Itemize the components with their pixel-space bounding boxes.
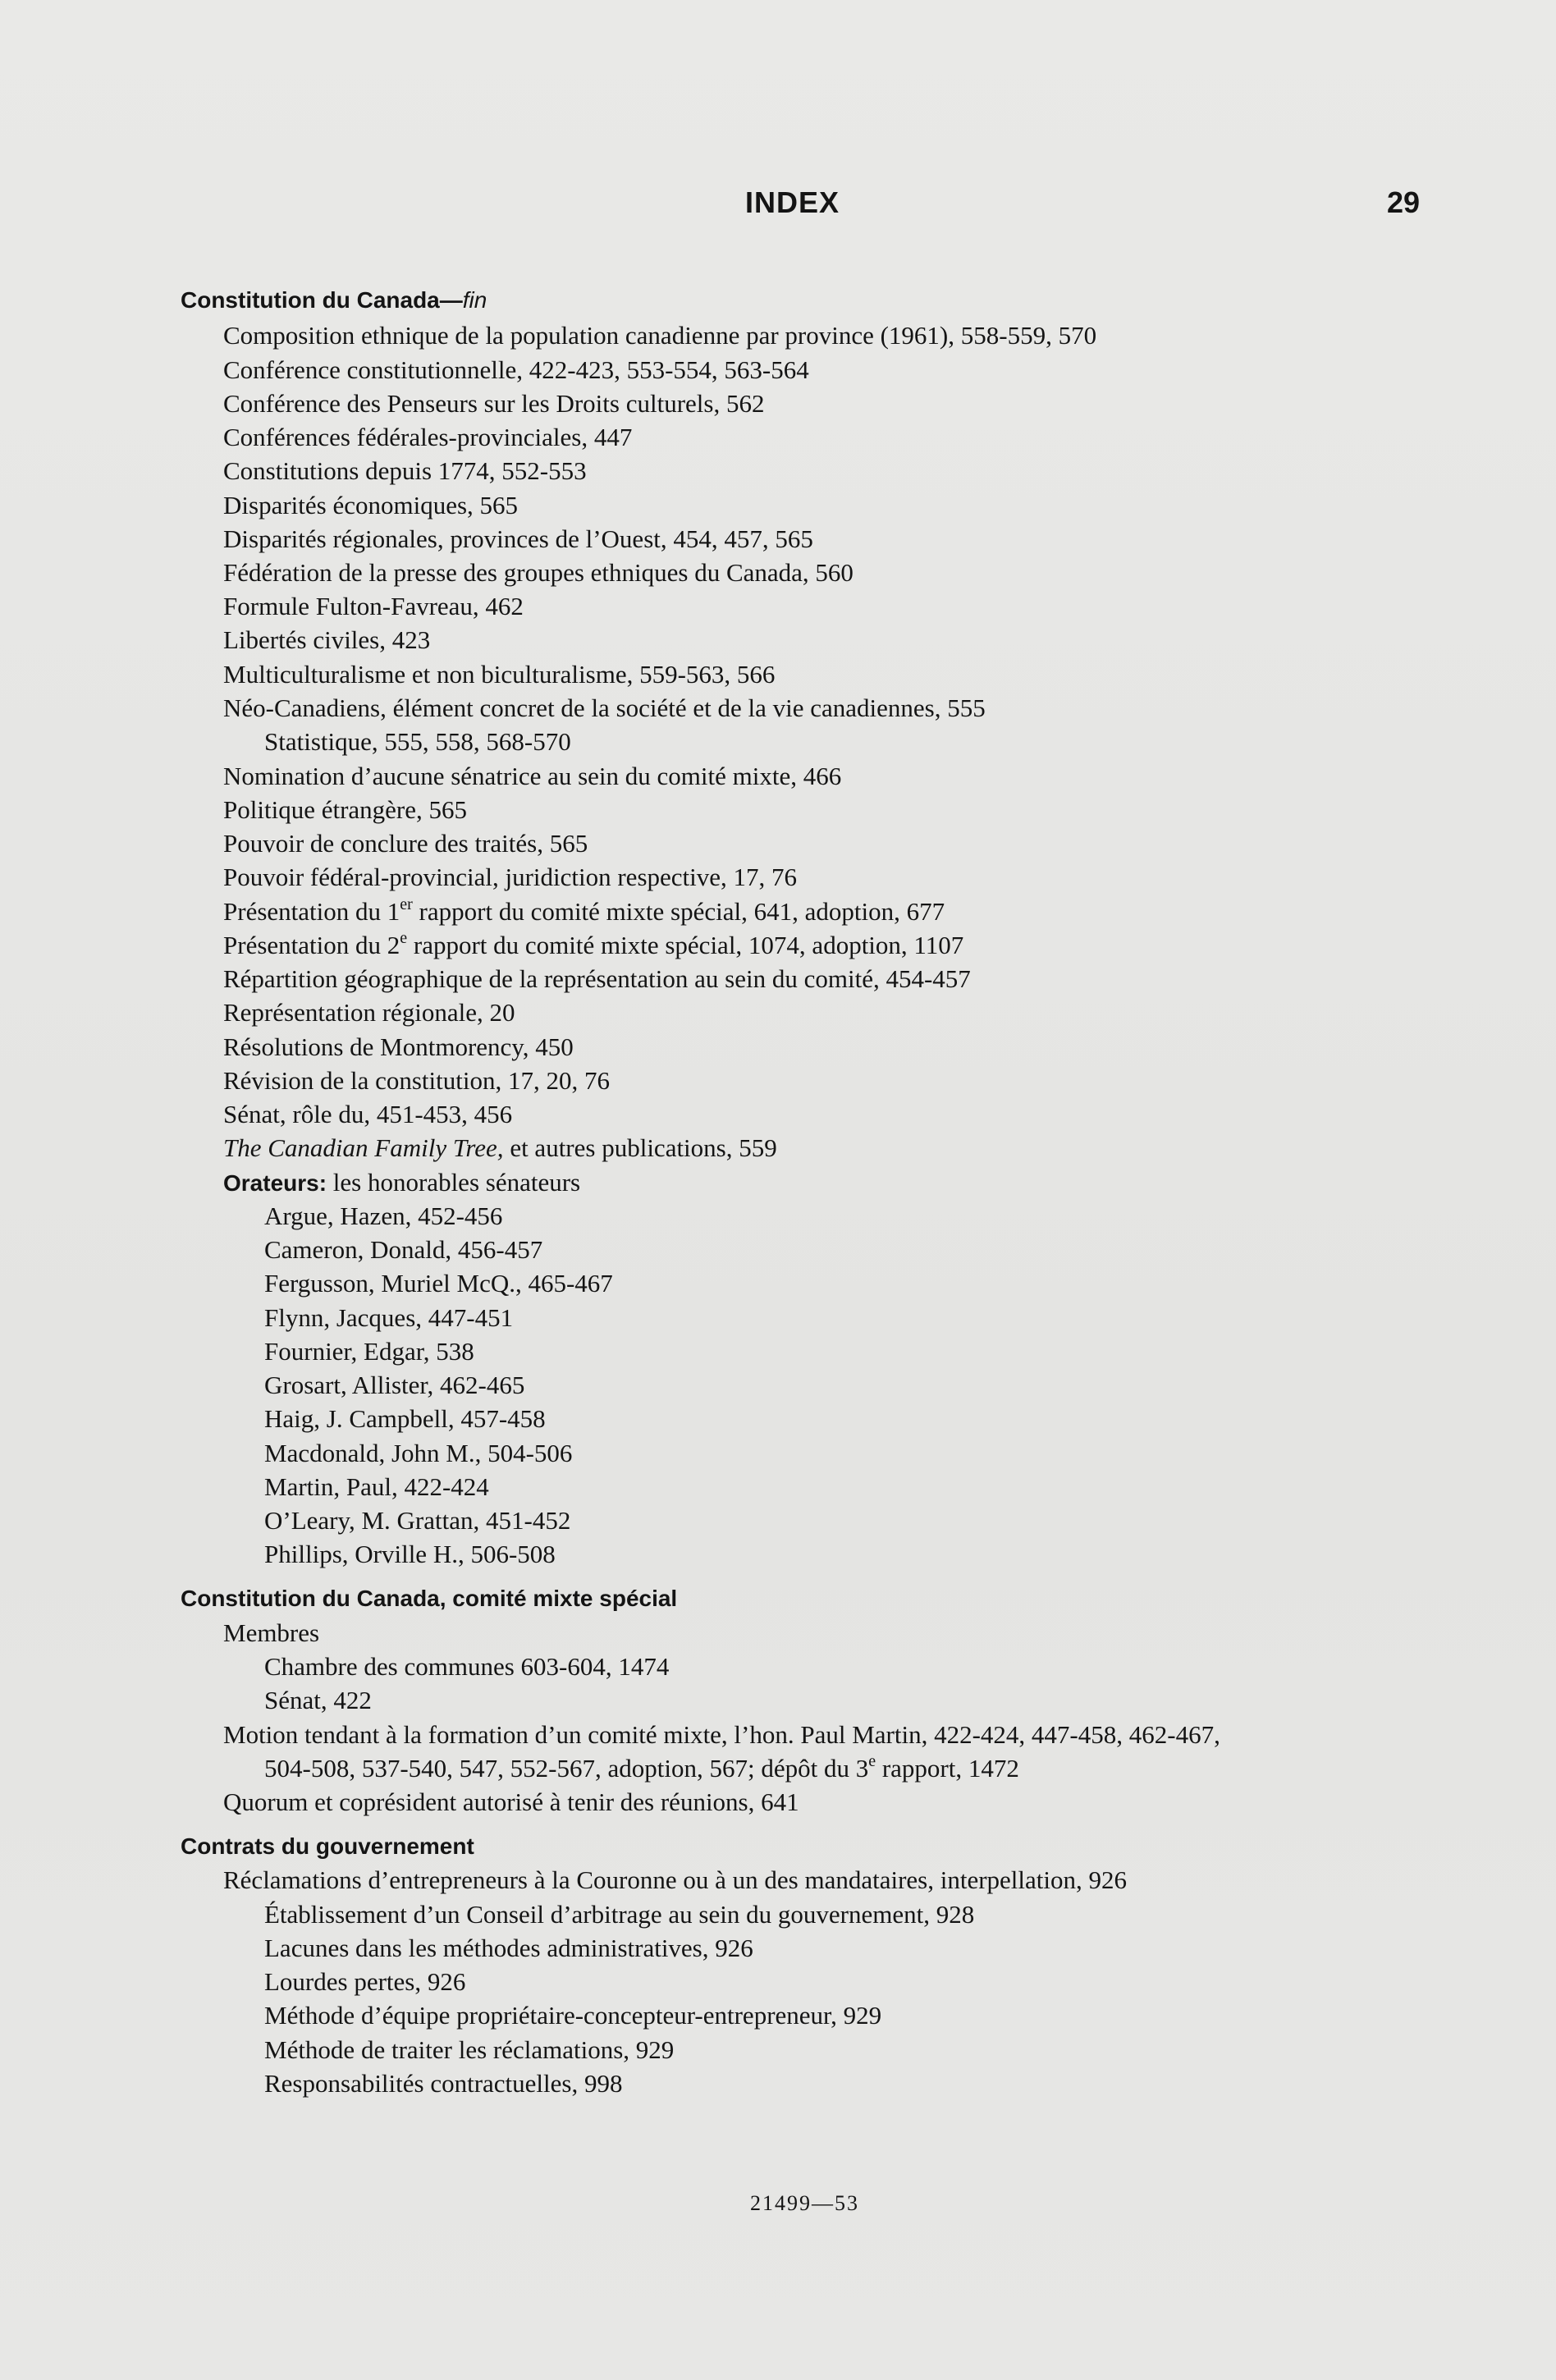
- section-heading: Contrats du gouvernement: [181, 1833, 474, 1859]
- index-entry: Disparités régionales, provinces de l’Ouest, 454, 457, 565: [223, 524, 813, 553]
- index-subentry: Chambre des communes 603-604, 1474: [264, 1652, 670, 1681]
- index-subentry: Haig, J. Campbell, 457-458: [264, 1404, 546, 1433]
- index-entry: Révision de la constitution, 17, 20, 76: [223, 1066, 610, 1095]
- index-subentry: Argue, Hazen, 452-456: [264, 1201, 503, 1230]
- index-entry-continuation: 504-508, 537-540, 547, 552-567, adoption, 567; dépôt du 3e rapport, 1472: [264, 1751, 1019, 1783]
- index-entry: Composition ethnique de la population canadienne par province (1961), 558-559, 570: [223, 321, 1097, 350]
- index-entry: Présentation du 1er rapport du comité mixte spécial, 641, adoption, 677: [223, 895, 945, 926]
- index-subentry: Phillips, Orville H., 506-508: [264, 1540, 556, 1568]
- index-entry: Politique étrangère, 565: [223, 795, 467, 824]
- index-entry: Constitutions depuis 1774, 552-553: [223, 456, 587, 485]
- index-subentry: Fergusson, Muriel McQ., 465-467: [264, 1269, 613, 1298]
- index-entry: Présentation du 2e rapport du comité mixte spécial, 1074, adoption, 1107: [223, 928, 964, 959]
- index-entry: Membres: [223, 1618, 320, 1647]
- index-entry: Quorum et coprésident autorisé à tenir des réunions, 641: [223, 1787, 799, 1816]
- index-entry: Conférence constitutionnelle, 422-423, 553-554, 563-564: [223, 355, 809, 384]
- index-entry: Conférences fédérales-provinciales, 447: [223, 423, 633, 451]
- index-subentry: Statistique, 555, 558, 568-570: [264, 727, 571, 756]
- index-subentry: Lourdes pertes, 926: [264, 1967, 466, 1996]
- printer-signature: 21499—53: [750, 2191, 859, 2215]
- index-entry: Pouvoir de conclure des traités, 565: [223, 829, 588, 858]
- index-entry: Formule Fulton-Favreau, 462: [223, 592, 524, 620]
- index-subentry: Macdonald, John M., 504-506: [264, 1439, 573, 1467]
- index-subentry: Responsabilités contractuelles, 998: [264, 2069, 623, 2098]
- index-entry: Disparités économiques, 565: [223, 491, 519, 519]
- index-subentry: Sénat, 422: [264, 1686, 372, 1714]
- index-entry: Libertés civiles, 423: [223, 625, 431, 654]
- section-heading: Constitution du Canada—fin: [181, 287, 487, 313]
- index-subentry: Martin, Paul, 422-424: [264, 1472, 489, 1501]
- index-subentry: Lacunes dans les méthodes administratives, 926: [264, 1934, 753, 1962]
- index-subentry: Établissement d’un Conseil d’arbitrage au sein du gouvernement, 928: [264, 1900, 975, 1929]
- index-subentry: Flynn, Jacques, 447-451: [264, 1303, 514, 1332]
- index-subentry: O’Leary, M. Grattan, 451-452: [264, 1506, 571, 1535]
- index-entry: The Canadian Family Tree, et autres publications, 559: [223, 1133, 777, 1162]
- index-entry: Néo-Canadiens, élément concret de la société et de la vie canadiennes, 555: [223, 693, 986, 722]
- index-entry: Répartition géographique de la représentation au sein du comité, 454-457: [223, 964, 971, 993]
- index-subentry: Fournier, Edgar, 538: [264, 1337, 474, 1366]
- index-entry: Réclamations d’entrepreneurs à la Couronne ou à un des mandataires, interpellation, 926: [223, 1865, 1127, 1894]
- page-title: INDEX: [745, 185, 840, 219]
- index-subentry: Méthode de traiter les réclamations, 929: [264, 2035, 675, 2064]
- section-heading: Constitution du Canada, comité mixte spécial: [181, 1586, 678, 1611]
- index-entry: Résolutions de Montmorency, 450: [223, 1032, 574, 1061]
- index-entry: Nomination d’aucune sénatrice au sein du comité mixte, 466: [223, 762, 842, 790]
- index-subentry: Méthode d’équipe propriétaire-concepteur-entrepreneur, 929: [264, 2001, 882, 2030]
- index-entry-orateurs: Orateurs: les honorables sénateurs: [223, 1168, 581, 1197]
- index-entry: Représentation régionale, 20: [223, 998, 515, 1027]
- index-entry: Multiculturalisme et non biculturalisme, 559-563, 566: [223, 660, 776, 689]
- index-entry: Conférence des Penseurs sur les Droits culturels, 562: [223, 389, 765, 418]
- index-entry: Motion tendant à la formation d’un comité mixte, l’hon. Paul Martin, 422-424, 447-458, 462-467,: [223, 1720, 1220, 1749]
- index-entry: Fédération de la presse des groupes ethniques du Canada, 560: [223, 558, 854, 587]
- index-subentry: Grosart, Allister, 462-465: [264, 1371, 525, 1399]
- page-number: 29: [1387, 185, 1421, 219]
- index-subentry: Cameron, Donald, 456-457: [264, 1235, 543, 1264]
- index-entry: Pouvoir fédéral-provincial, juridiction respective, 17, 76: [223, 863, 798, 891]
- index-entry: Sénat, rôle du, 451-453, 456: [223, 1100, 513, 1128]
